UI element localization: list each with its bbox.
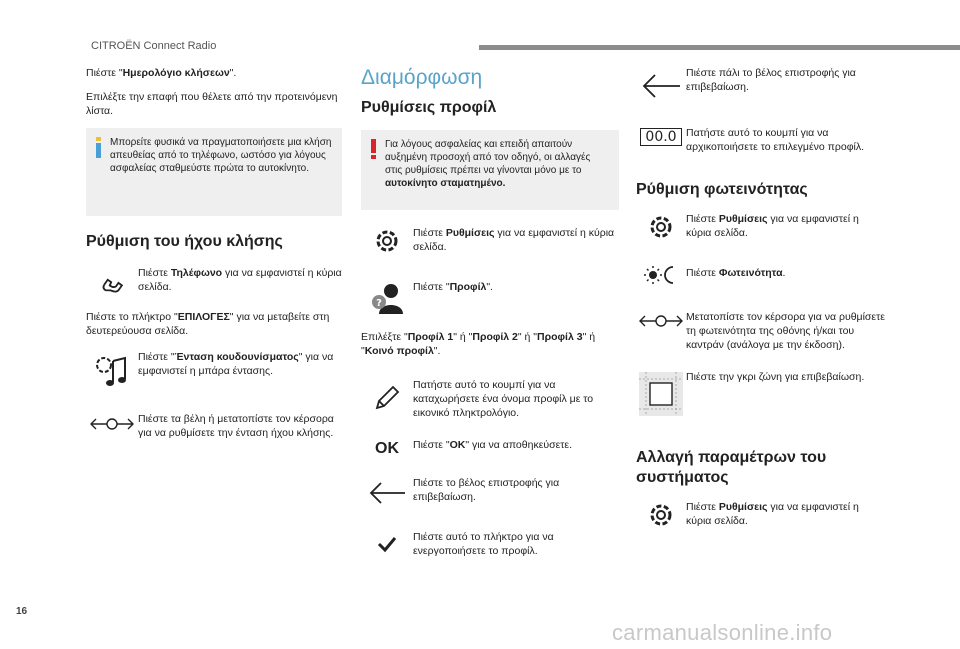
select-contact-instruction: Επιλέξτε την επαφή που θέλετε από την προτεινόμενη λίστα. xyxy=(86,91,338,117)
header-bar xyxy=(479,45,960,50)
pencil-icon xyxy=(361,378,413,418)
step-activate: Πιέστε αυτό το πλήκτρο για να ενεργοποιήσετε το προφίλ. xyxy=(361,530,619,558)
step-profile: ? Πιέστε "Προφίλ". xyxy=(361,280,619,316)
gear-icon xyxy=(636,500,686,530)
brightness-section-title: Ρύθμιση φωτεινότητας xyxy=(636,181,808,198)
slider-arrows-icon xyxy=(636,310,686,332)
checkmark-icon xyxy=(361,530,413,558)
reset-counter-icon: 00.0 xyxy=(640,128,681,146)
column-3 xyxy=(636,66,886,530)
column-1 xyxy=(86,66,342,440)
step-ok: OK Πιέστε "OK" για να αποθηκεύσετε. xyxy=(375,439,573,457)
ringtone-settings-icon xyxy=(86,350,138,394)
svg-text:?: ? xyxy=(376,298,382,309)
profile-icon xyxy=(361,280,413,316)
slider-arrows-icon xyxy=(86,412,138,436)
step-system-settings: Πιέστε Ρυθμίσεις για να εμφανιστεί η κύρια σελίδα. xyxy=(636,500,886,530)
column-2 xyxy=(361,66,619,558)
back-arrow-icon xyxy=(361,476,413,510)
step-back-arrow: Πιέστε το βέλος επιστροφής για επιβεβαίωση. xyxy=(361,476,619,510)
info-note: Μπορείτε φυσικά να πραγματοποιήσετε μια κλήση απευθείας από το τηλέφωνο, ωστόσο για λόγους ασφαλείας σταθμεύστε πρώτα το αυτοκίνητο. xyxy=(86,128,342,216)
call-log-instruction: Πιέστε "Ημερολόγιο κλήσεων". xyxy=(86,67,237,79)
step-settings: Πιέστε Ρυθμίσεις για να εμφανιστεί η κύρια σελίδα. xyxy=(361,226,619,256)
ok-label-icon: OK xyxy=(375,440,399,457)
step-slider: Πιέστε τα βέλη ή μετατοπίστε τον κέρσορα για να ρυθμίσετε την ένταση ήχου κλήσης. xyxy=(86,412,342,440)
configuration-title: Διαμόρφωση xyxy=(361,66,483,89)
gray-zone-icon xyxy=(636,370,686,418)
info-icon xyxy=(96,137,101,158)
profile-select-instruction: Επιλέξτε "Προφίλ 1" ή "Προφίλ 2" ή "Προφίλ 3" ή "Κοινό προφίλ". xyxy=(361,331,596,357)
step-reset: 00.0 Πατήστε αυτό το κουμπί για να αρχικοποιήσετε το επιλεγμένο προφίλ. xyxy=(636,126,886,154)
step-gray-zone: Πιέστε την γκρι ζώνη για επιβεβαίωση. xyxy=(636,370,886,418)
brightness-sun-moon-icon xyxy=(636,262,686,288)
phone-icon xyxy=(86,266,138,296)
gear-icon xyxy=(636,212,686,242)
step-ringtone-volume: Πιέστε "Ένταση κουδουνίσματος" για να εμφανιστεί η μπάρα έντασης. xyxy=(86,350,342,394)
system-settings-title: Αλλαγή παραμέτρων του συστήματος xyxy=(636,449,827,486)
back-arrow-icon xyxy=(636,66,686,106)
page-number: 16 xyxy=(16,606,28,617)
watermark: carmanualsonline.info xyxy=(612,620,833,645)
manual-header-title: CITROËN Connect Radio xyxy=(91,40,217,52)
gear-icon xyxy=(361,226,413,256)
options-instruction: Πιέστε το πλήκτρο "ΕΠΙΛΟΓΕΣ" για να μεταβείτε στη δευτερεύουσα σελίδα. xyxy=(86,311,330,337)
step-brightness: Πιέστε Φωτεινότητα. xyxy=(636,262,886,288)
ringtone-section-title: Ρύθμιση του ήχου κλήσης xyxy=(86,233,283,250)
step-edit-name: Πατήστε αυτό το κουμπί για να καταχωρήσετε ένα όνομα προφίλ με το εικονικό πληκτρολόγιο. xyxy=(361,378,619,420)
warning-note: Για λόγους ασφαλείας και επειδή απαιτούν αυξημένη προσοχή από τον οδηγό, οι αλλαγές στις ρυθμίσεις πρέπει να γίνονται μόνο με το αυτοκίνητο σταματημένο. xyxy=(361,130,619,210)
warning-icon xyxy=(371,139,376,161)
profile-settings-title: Ρυθμίσεις προφίλ xyxy=(361,99,497,116)
step-back-confirm: Πιέστε πάλι το βέλος επιστροφής για επιβεβαίωση. xyxy=(636,66,886,106)
step-brightness-settings: Πιέστε Ρυθμίσεις για να εμφανιστεί η κύρια σελίδα. xyxy=(636,212,886,242)
step-brightness-slider: Μετατοπίστε τον κέρσορα για να ρυθμίσετε τη φωτεινότητα της οθόνης ή/και του καντράν (ανάλογα με την έκδοση). xyxy=(636,310,886,352)
step-phone: Πιέστε Τηλέφωνο για να εμφανιστεί η κύρια σελίδα. xyxy=(86,266,342,296)
